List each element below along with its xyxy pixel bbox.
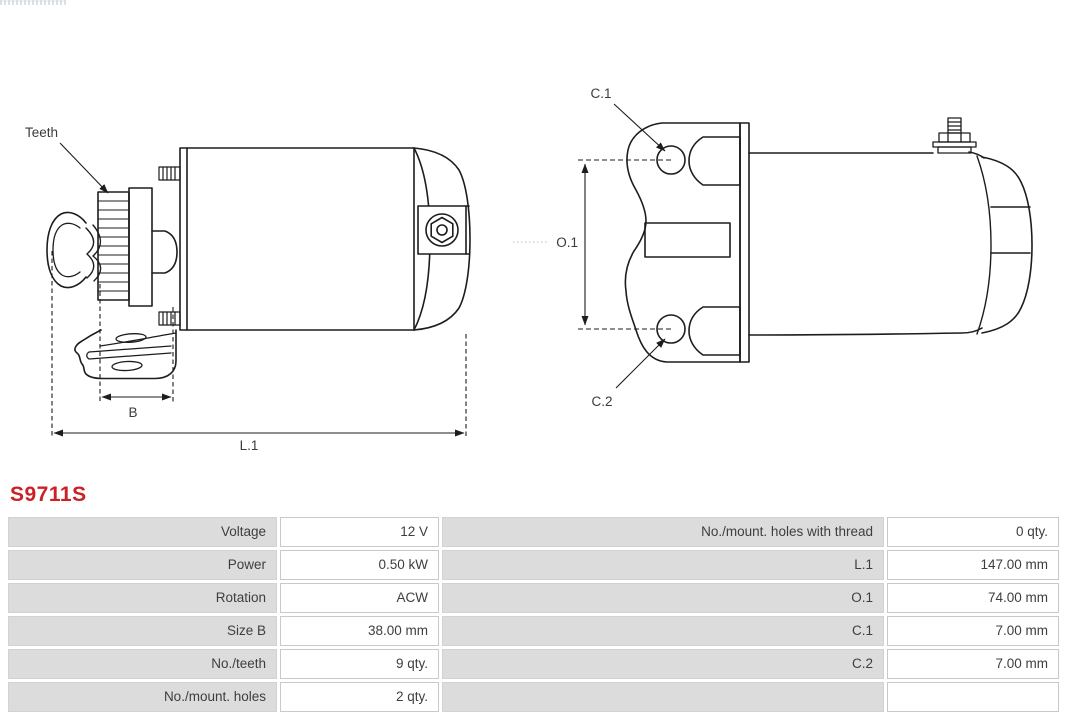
spec-value-rotation: ACW [280,583,439,613]
terminal-stud [933,118,976,153]
label-b: B [128,405,138,420]
spec-label-rotation: Rotation [8,583,277,613]
teeth-leader-arrow [60,143,108,193]
spec-value-l1: 147.00 mm [887,550,1059,580]
label-teeth: Teeth [25,125,59,140]
dimensions-end-view [513,104,674,388]
end-view [625,118,1032,362]
bracket-slot-top [116,333,147,343]
spec-label-l1: L.1 [442,550,884,580]
label-c1: C.1 [590,86,612,101]
end-cap-band [982,157,1032,333]
bracket-slot-bottom [112,361,142,372]
spec-value-empty [887,682,1059,712]
spec-label-c1: C.1 [442,616,884,646]
dimensions-side-view [52,143,466,437]
spec-label-mount-holes: No./mount. holes [8,682,277,712]
label-l1: L.1 [239,438,259,453]
spec-label-mount-holes-thread: No./mount. holes with thread [442,517,884,547]
spec-label-teeth-count: No./teeth [8,649,277,679]
spec-value-c2: 7.00 mm [887,649,1059,679]
spec-value-c1: 7.00 mm [887,616,1059,646]
side-view [47,148,470,379]
spec-value-o1: 74.00 mm [887,583,1059,613]
spec-label-power: Power [8,550,277,580]
c1-leader-arrow [614,104,665,151]
spec-label-c2: C.2 [442,649,884,679]
helical-shaft [86,228,94,278]
spec-value-teeth-count: 9 qty. [280,649,439,679]
label-c2: C.2 [591,394,613,409]
motor-body [180,148,414,330]
spec-value-power: 0.50 kW [280,550,439,580]
spec-label-size-b: Size B [8,616,277,646]
label-o1: O.1 [556,235,578,250]
spec-value-size-b: 38.00 mm [280,616,439,646]
spec-value-voltage: 12 V [280,517,439,547]
spec-label-voltage: Voltage [8,517,277,547]
c2-leader-arrow [616,339,665,388]
part-number: S9711S [10,483,87,506]
spec-table [8,517,1059,712]
spec-value-mount-holes-thread: 0 qty. [887,517,1059,547]
spec-value-mount-holes: 2 qty. [280,682,439,712]
mounting-flange [625,123,740,362]
spec-label-empty [442,682,884,712]
spec-label-o1: O.1 [442,583,884,613]
